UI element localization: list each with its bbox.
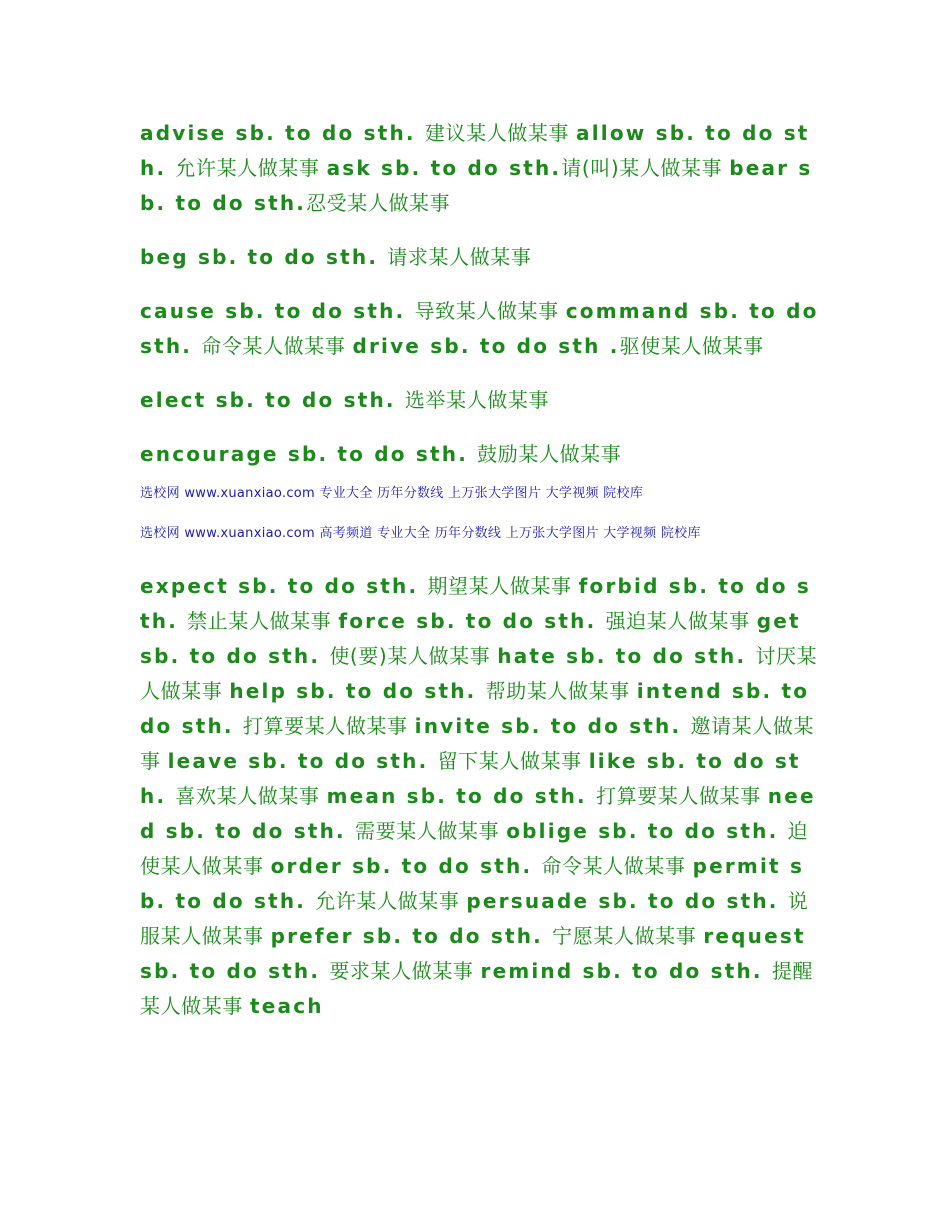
ad-line <box>140 525 820 543</box>
chinese-meaning: 讨厌某人做某事 <box>140 644 818 703</box>
english-phrase: invite sb. to do sth. <box>414 714 691 738</box>
chinese-meaning: 允许某人做某事 <box>175 156 327 180</box>
chinese-meaning: 鼓励某人做某事 <box>477 442 622 466</box>
ad-link[interactable]: 大学视频 <box>545 486 599 501</box>
ad-site-link[interactable]: 选校网 <box>140 526 180 541</box>
english-phrase: request sb. to do sth. <box>140 924 806 983</box>
english-phrase: cause sb. to do sth. <box>140 299 415 323</box>
chinese-meaning: 使(要)某人做某事 <box>329 644 498 668</box>
ad-link[interactable]: 历年分数线 <box>434 526 502 541</box>
english-phrase: bear sb. to do sth. <box>140 156 813 215</box>
english-phrase: like sb. to do sth. <box>140 749 801 808</box>
ad-link[interactable]: 院校库 <box>603 486 644 501</box>
chinese-meaning: 请求某人做某事 <box>387 245 532 269</box>
english-phrase: ask sb. to do sth. <box>326 156 562 180</box>
english-phrase: force sb. to do sth. <box>338 609 606 633</box>
chinese-meaning: 允许某人做某事 <box>315 889 467 913</box>
english-phrase: mean sb. to do sth. <box>326 784 597 808</box>
phrase-paragraph <box>140 294 820 364</box>
chinese-meaning: 选举某人做某事 <box>404 388 550 412</box>
english-phrase: drive sb. to do sth . <box>352 334 620 358</box>
chinese-meaning: 命令某人做某事 <box>201 334 353 358</box>
chinese-meaning: 需要某人做某事 <box>355 819 507 843</box>
english-phrase: elect sb. to do sth. <box>140 388 405 412</box>
ad-link[interactable]: 专业大全 <box>319 486 373 501</box>
english-phrase: order sb. to do sth. <box>270 854 542 878</box>
english-phrase: forbid sb. to do sth. <box>140 574 811 633</box>
chinese-meaning: 请(叫)某人做某事 <box>561 156 730 180</box>
chinese-meaning: 喜欢某人做某事 <box>175 784 327 808</box>
ad-url-link[interactable]: www.xuanxiao.com <box>184 486 316 501</box>
phrase-paragraph <box>140 383 820 418</box>
chinese-meaning: 宁愿某人做某事 <box>552 924 704 948</box>
ad-link[interactable]: 上万张大学图片 <box>505 526 599 541</box>
phrase-paragraph <box>140 437 820 472</box>
phrase-paragraph <box>140 240 820 275</box>
ad-link[interactable]: 历年分数线 <box>377 486 444 501</box>
ad-link[interactable]: 院校库 <box>660 526 701 541</box>
english-phrase: need sb. to do sth. <box>140 784 816 843</box>
phrase-paragraph <box>140 569 820 1024</box>
chinese-meaning: 迫使某人做某事 <box>140 819 809 878</box>
chinese-meaning: 建议某人做某事 <box>424 121 577 145</box>
chinese-meaning: 提醒某人做某事 <box>140 959 814 1018</box>
english-phrase: intend sb. to do sth. <box>140 679 810 738</box>
english-phrase: permit sb. to do sth. <box>140 854 805 913</box>
chinese-meaning: 驱使某人做某事 <box>619 334 764 358</box>
english-phrase: oblige sb. to do sth. <box>506 819 788 843</box>
chinese-meaning: 邀请某人做某事 <box>140 714 815 773</box>
ad-url-link[interactable]: www.xuanxiao.com <box>184 526 316 541</box>
english-phrase: get sb. to do sth. <box>140 609 801 668</box>
chinese-meaning: 打算要某人做某事 <box>242 714 415 738</box>
ad-banner-block <box>140 485 820 543</box>
english-phrase: help sb. to do sth. <box>229 679 486 703</box>
chinese-meaning: 帮助某人做某事 <box>485 679 637 703</box>
english-phrase: expect sb. to do sth. <box>140 574 428 598</box>
phrase-list-top <box>140 116 820 472</box>
english-phrase: beg sb. to do sth. <box>140 245 388 269</box>
english-phrase: encourage sb. to do sth. <box>140 442 478 466</box>
chinese-meaning: 忍受某人做某事 <box>306 191 451 215</box>
ad-link[interactable]: 大学视频 <box>603 526 657 541</box>
english-phrase: remind sb. to do sth. <box>480 959 772 983</box>
chinese-meaning: 打算要某人做某事 <box>596 784 768 808</box>
english-phrase: advise sb. to do sth. <box>140 121 425 145</box>
chinese-meaning: 留下某人做某事 <box>437 749 589 773</box>
chinese-meaning: 禁止某人做某事 <box>187 609 339 633</box>
ad-line <box>140 485 820 503</box>
english-phrase: command sb. to do sth. <box>140 299 819 358</box>
chinese-meaning: 强迫某人做某事 <box>605 609 757 633</box>
chinese-meaning: 期望某人做某事 <box>427 574 579 598</box>
phrase-list-bottom <box>140 569 820 1024</box>
english-phrase: teach <box>249 994 324 1018</box>
ad-link[interactable]: 专业大全 <box>377 526 431 541</box>
english-phrase: persuade sb. to do sth. <box>466 889 788 913</box>
english-phrase: allow sb. to do sth. <box>140 121 810 180</box>
english-phrase: hate sb. to do sth. <box>497 644 756 668</box>
chinese-meaning: 说服某人做某事 <box>140 889 809 948</box>
chinese-meaning: 命令某人做某事 <box>541 854 693 878</box>
document-page <box>140 116 820 1043</box>
english-phrase: prefer sb. to do sth. <box>270 924 553 948</box>
phrase-paragraph <box>140 116 820 221</box>
ad-link[interactable]: 高考频道 <box>319 526 373 541</box>
ad-link[interactable]: 上万张大学图片 <box>448 486 542 501</box>
chinese-meaning: 要求某人做某事 <box>329 959 481 983</box>
english-phrase: leave sb. to do sth. <box>167 749 438 773</box>
chinese-meaning: 导致某人做某事 <box>414 299 566 323</box>
ad-site-link[interactable]: 选校网 <box>140 486 180 501</box>
